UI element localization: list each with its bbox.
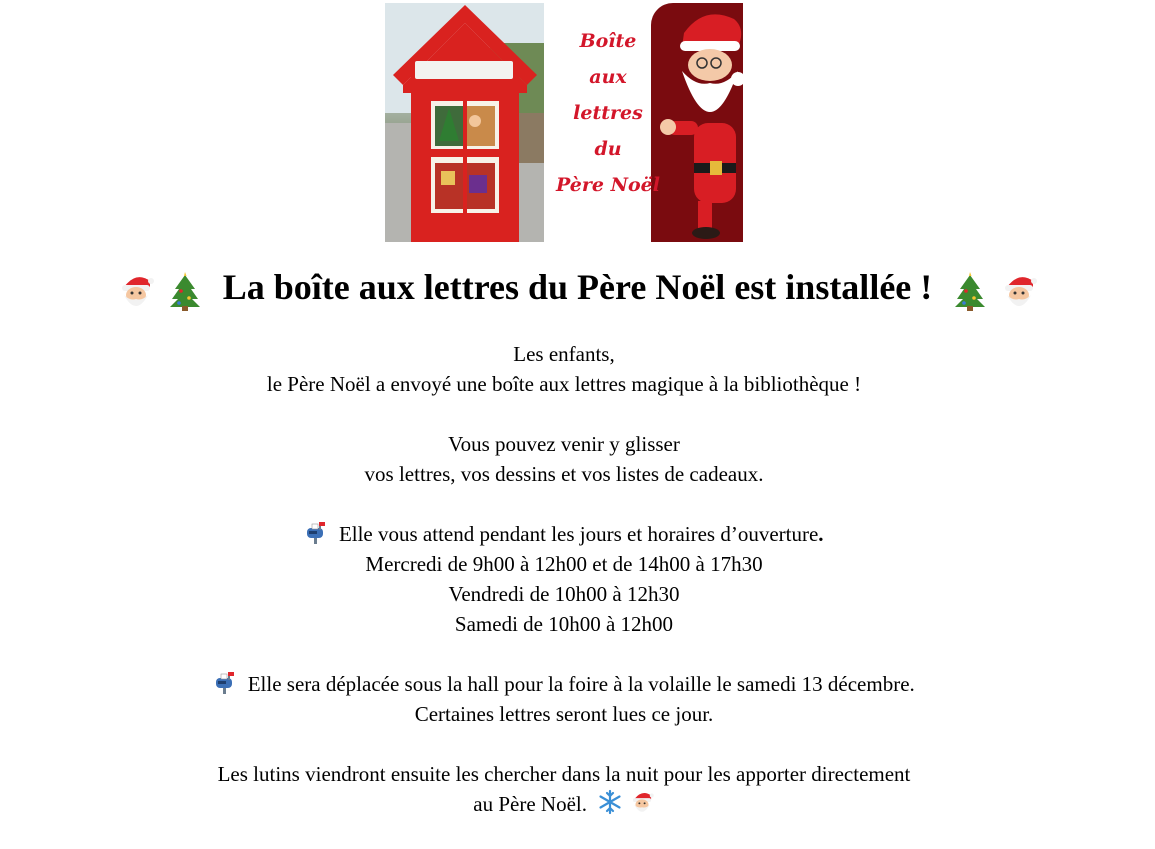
event-text: Elle sera déplacée sous la hall pour la foire à la volaille le samedi 13 décembre. [247,672,915,696]
snowflake-icon [597,789,623,815]
page-title [0,262,1155,312]
sign-line: aux [589,66,627,88]
hours-intro-line [0,519,1128,549]
mailbox-icon [304,520,328,544]
hours-intro-period: . [818,522,824,546]
intro-line: Les enfants, [513,342,615,366]
sign-line: du [594,138,622,160]
announcement-body [0,339,1128,819]
sign-line: Père Noël [556,174,660,196]
closing-line: Les lutins viendront ensuite les chercher dans la nuit pour les apporter directement [217,762,911,786]
christmas-tree-icon [165,271,205,311]
red-letterbox-illustration [385,3,544,242]
intro-line: le Père Noël a envoyé une boîte aux lettres magique à la bibliothèque ! [266,372,862,396]
hours-line: Samedi de 10h00 à 12h00 [454,612,674,636]
invite-line: vos lettres, vos dessins et vos listes de cadeaux. [364,462,764,486]
event-line: Certaines lettres seront lues ce jour. [414,702,714,726]
banner-image [385,3,743,242]
invite-line: Vous pouvez venir y glisser [448,432,680,456]
event-line [0,669,1128,699]
santa-icon [629,789,655,815]
closing-text: au Père Noël. [473,792,587,816]
santa-icon [999,271,1039,311]
sign-line: Boîte [579,30,637,52]
sign-text [544,23,672,203]
santa-icon [116,271,156,311]
closing-line [0,789,1128,819]
sign-panel [544,3,743,242]
sign-line: lettres [573,102,643,124]
mailbox-icon [213,670,237,694]
christmas-tree-icon [950,271,990,311]
hours-line: Mercredi de 9h00 à 12h00 et de 14h00 à 17h30 [365,552,763,576]
letterbox-photo [385,3,544,242]
hours-intro-text: Elle vous attend pendant les jours et horaires d’ouverture [338,522,819,546]
hours-line: Vendredi de 10h00 à 12h30 [448,582,680,606]
page-title-text: La boîte aux lettres du Père Noël est installée ! [222,267,933,307]
